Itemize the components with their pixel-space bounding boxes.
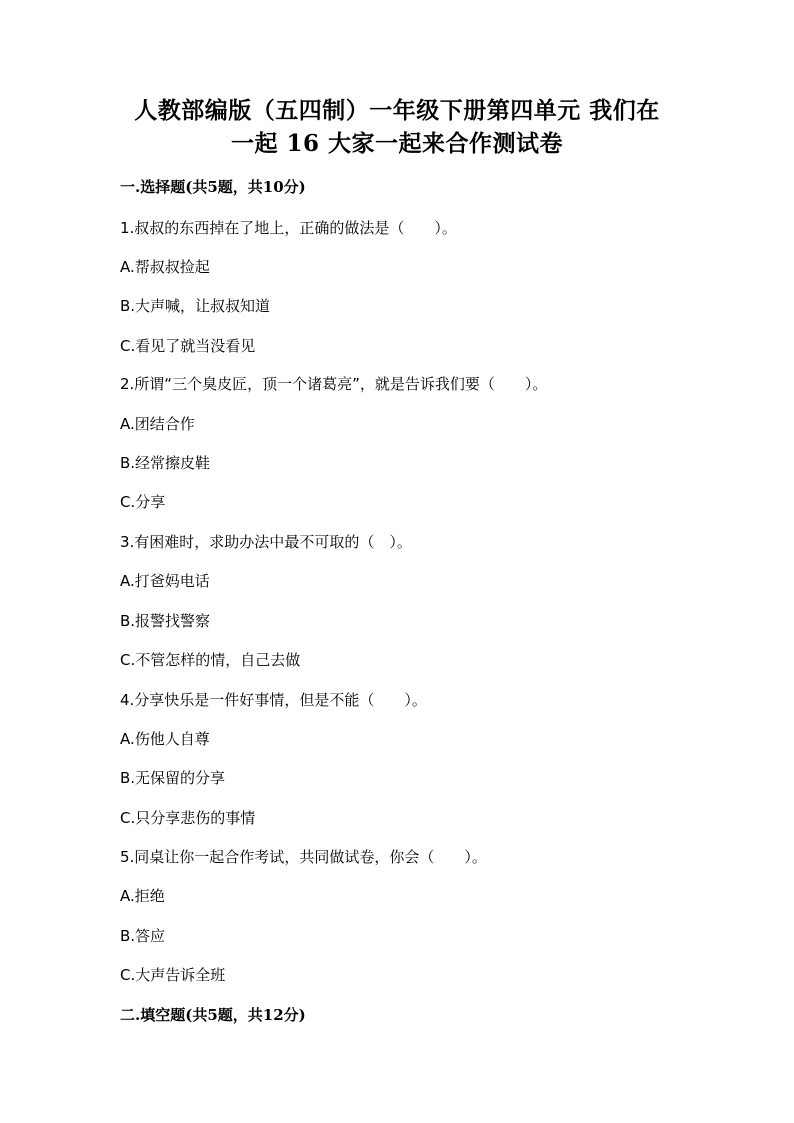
question-1-option-c: C.看见了就当没看见 (120, 337, 256, 355)
question-4-option-a: A.伤他人自尊 (120, 730, 210, 748)
question-4-option-b: B.无保留的分享 (120, 769, 226, 787)
question-5-option-b: B.答应 (120, 927, 166, 945)
question-5-option-a: A.拒绝 (120, 887, 165, 905)
doc-title-line-2: 一起 16 大家一起来合作测试卷 (230, 130, 564, 157)
question-3-stem: 3.有困难时，求助办法中最不可取的（ ）。 (120, 533, 412, 551)
question-1-option-a: A.帮叔叔捡起 (120, 258, 210, 276)
question-5-stem: 5.同桌让你一起合作考试，共同做试卷，你会（ ）。 (120, 848, 487, 866)
section-heading-fill-blank: 二.填空题(共5题，共12分) (120, 1006, 306, 1024)
question-3-option-b: B.报警找警察 (120, 612, 211, 630)
question-2-option-b: B.经常擦皮鞋 (120, 454, 211, 472)
question-3-option-c: C.不管怎样的情，自己去做 (120, 651, 301, 669)
question-5-option-c: C.大声告诉全班 (120, 966, 226, 984)
question-1-option-b: B.大声喊，让叔叔知道 (120, 297, 271, 315)
question-4-option-c: C.只分享悲伤的事情 (120, 809, 256, 827)
question-1-stem: 1.叔叔的东西掉在了地上，正确的做法是（ ）。 (120, 219, 457, 237)
question-4-stem: 4.分享快乐是一件好事情，但是不能（ ）。 (120, 691, 427, 709)
question-2-stem: 2.所谓“三个臭皮匠，顶一个诸葛亮”，就是告诉我们要（ ）。 (120, 375, 548, 393)
question-2-option-c: C.分享 (120, 493, 166, 511)
section-heading-choice: 一.选择题(共5题，共10分) (120, 178, 306, 196)
question-2-option-a: A.团结合作 (120, 415, 195, 433)
question-3-option-a: A.打爸妈电话 (120, 572, 210, 590)
doc-title-line-1: 人教部编版（五四制）一年级下册第四单元 我们在 (134, 97, 660, 124)
